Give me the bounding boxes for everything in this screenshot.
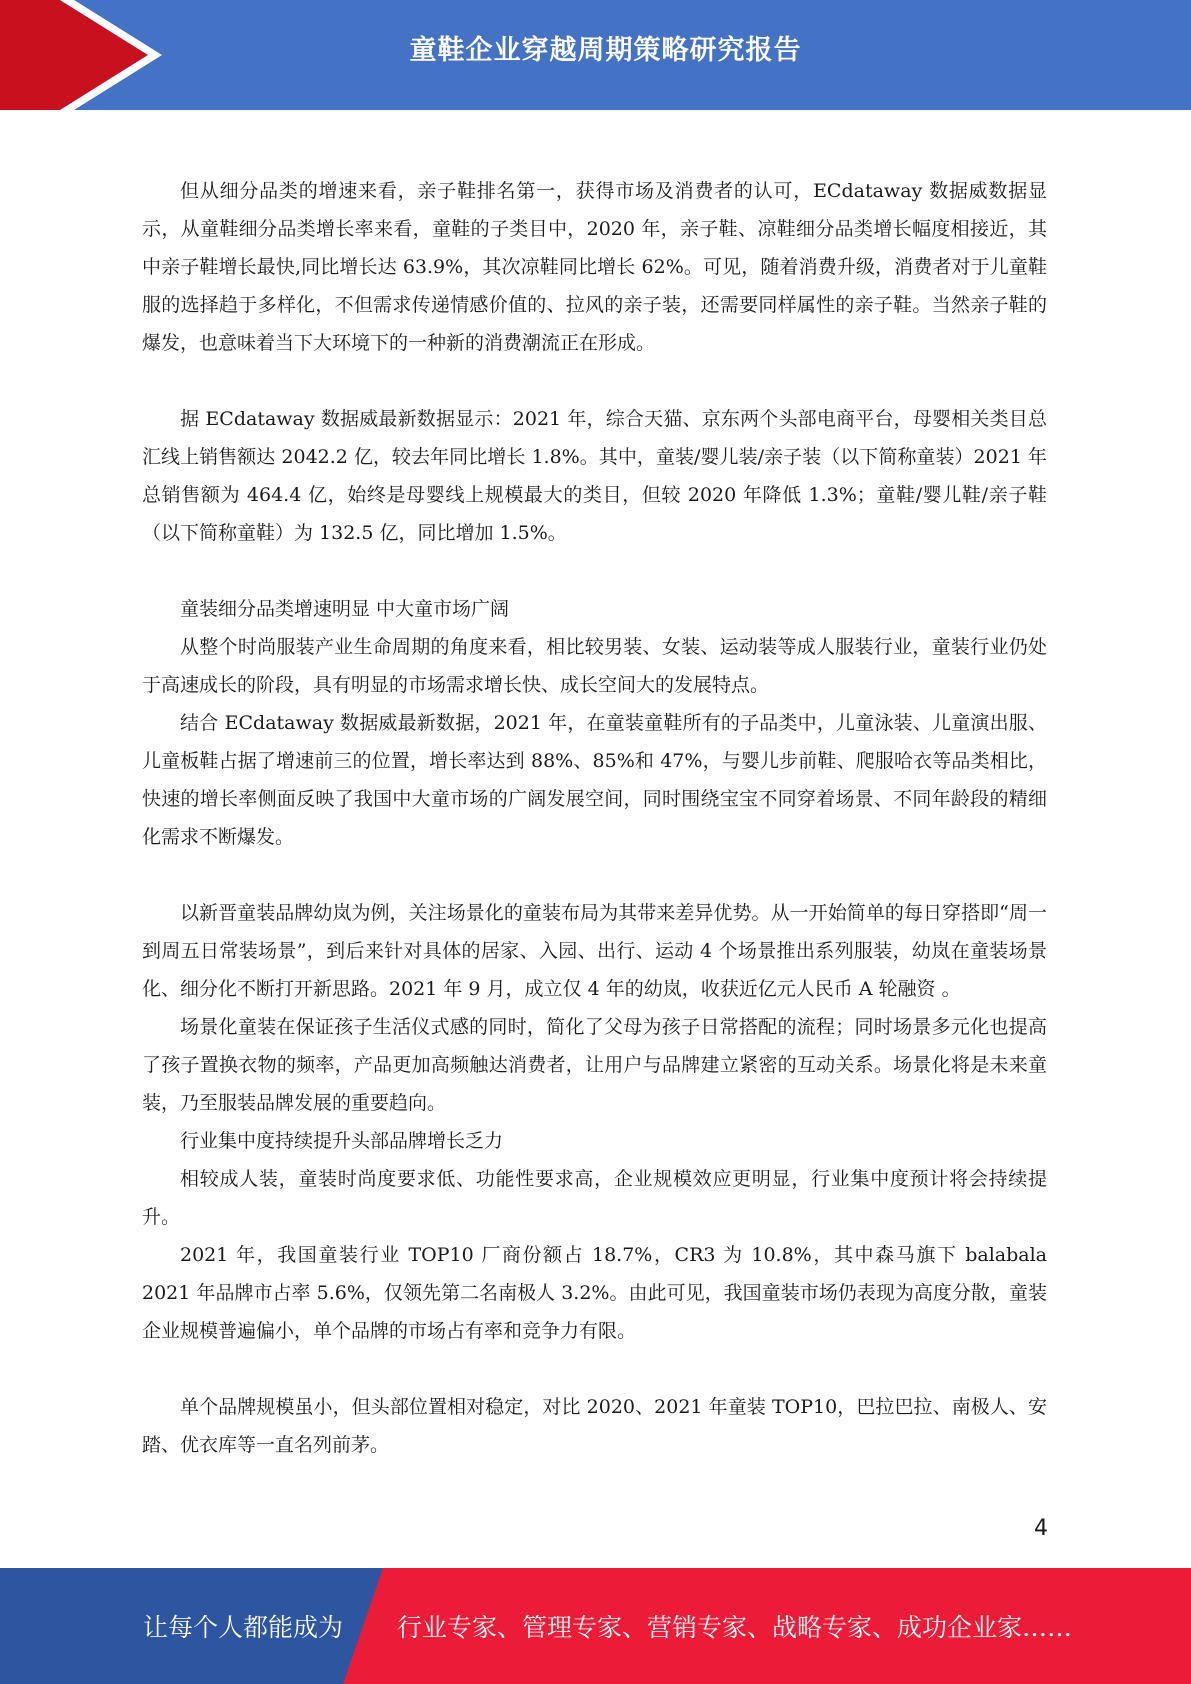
document-body bbox=[142, 172, 1047, 1464]
paragraph-gap bbox=[142, 1350, 1047, 1388]
paragraph-gap bbox=[142, 552, 1047, 590]
header-banner bbox=[0, 0, 1191, 110]
section-heading-2: 行业集中度持续提升头部品牌增长乏力 bbox=[180, 1130, 504, 1152]
paragraph-3: 从整个时尚服装产业生命周期的角度来看，相比较男装、女装、运动装等成人服装行业，童装行业仍处于高速成长的阶段，具有明显的市场需求增长快、成长空间大的发展特点。 bbox=[142, 636, 1047, 696]
paragraph-5: 以新晋童装品牌幼岚为例，关注场景化的童装布局为其带来差异优势。从一开始简单的每日穿搭即“周一到周五日常装场景”，到后来针对具体的居家、入园、出行、运动 4 个场景推出系列服装，幼岚在童装场景化、细分化不断打开新思路。2021 年 9 月，成立仅 4 年的幼岚，收获近亿元人民币 A 轮融资 。 bbox=[142, 902, 1047, 1000]
paragraph-7: 相较成人装，童装时尚度要求低、功能性要求高，企业规模效应更明显，行业集中度预计将会持续提升。 bbox=[142, 1168, 1047, 1228]
paragraph-8: 2021 年，我国童装行业 TOP10 厂商份额占 18.7%，CR3 为 10.8%，其中森马旗下 balabala 2021 年品牌市占率 5.6%，仅领先第二名南极人 3.2%。由此可见，我国童装市场仍表现为高度分散，童装企业规模普遍偏小，单个品牌的市场占有率和竞争力有限。 bbox=[142, 1244, 1047, 1342]
report-title: 童鞋企业穿越周期策略研究报告 bbox=[409, 35, 802, 66]
section-heading-1: 童装细分品类增速明显 中大童市场广阔 bbox=[180, 598, 510, 620]
paragraph-gap bbox=[142, 856, 1047, 894]
footer-slogan-left: 让每个人都能成为 bbox=[143, 1613, 344, 1642]
paragraph-9: 单个品牌规模虽小，但头部位置相对稳定，对比 2020、2021 年童装 TOP10，巴拉巴拉、南极人、安踏、优衣库等一直名列前茅。 bbox=[142, 1396, 1047, 1456]
paragraph-1: 但从细分品类的增速来看，亲子鞋排名第一，获得市场及消费者的认可，ECdataway 数据威数据显示，从童鞋细分品类增长率来看，童鞋的子类目中，2020 年，亲子鞋、凉鞋细分品类增长幅度相接近，其中亲子鞋增长最快,同比增长达 63.9%，其次凉鞋同比增长 62%。可见，随着消费升级，消费者对于儿童鞋服的选择趋于多样化，不但需求传递情感价值的、拉风的亲子装，还需要同样属性的亲子鞋。当然亲子鞋的爆发，也意味着当下大环境下的一种新的消费潮流正在形成。 bbox=[142, 180, 1047, 354]
footer-banner bbox=[0, 1568, 1191, 1684]
footer-slogan-right: 行业专家、管理专家、营销专家、战略专家、成功企业家…… bbox=[397, 1613, 1073, 1642]
page-number: 4 bbox=[1034, 1516, 1048, 1541]
paragraph-2: 据 ECdataway 数据威最新数据显示：2021 年，综合天猫、京东两个头部电商平台，母婴相关类目总汇线上销售额达 2042.2 亿，较去年同比增长 1.8%。其中，童装/婴儿装/亲子装（以下简称童装）2021 年总销售额为 464.4 亿，始终是母婴线上规模最大的类目，但较 2020 年降低 1.3%；童鞋/婴儿鞋/亲子鞋（以下简称童鞋）为 132.5 亿，同比增加 1.5%。 bbox=[142, 408, 1047, 544]
paragraph-6: 场景化童装在保证孩子生活仪式感的同时，简化了父母为孩子日常搭配的流程；同时场景多元化也提高了孩子置换衣物的频率，产品更加高频触达消费者，让用户与品牌建立紧密的互动关系。场景化将是未来童装，乃至服装品牌发展的重要趋向。 bbox=[142, 1016, 1047, 1114]
paragraph-gap bbox=[142, 362, 1047, 400]
paragraph-4: 结合 ECdataway 数据威最新数据，2021 年，在童装童鞋所有的子品类中，儿童泳装、儿童演出服、儿童板鞋占据了增速前三的位置，增长率达到 88%、85%和 47%，与婴儿步前鞋、爬服哈衣等品类相比，快速的增长率侧面反映了我国中大童市场的广阔发展空间，同时围绕宝宝不同穿着场景、不同年龄段的精细化需求不断爆发。 bbox=[142, 712, 1047, 848]
